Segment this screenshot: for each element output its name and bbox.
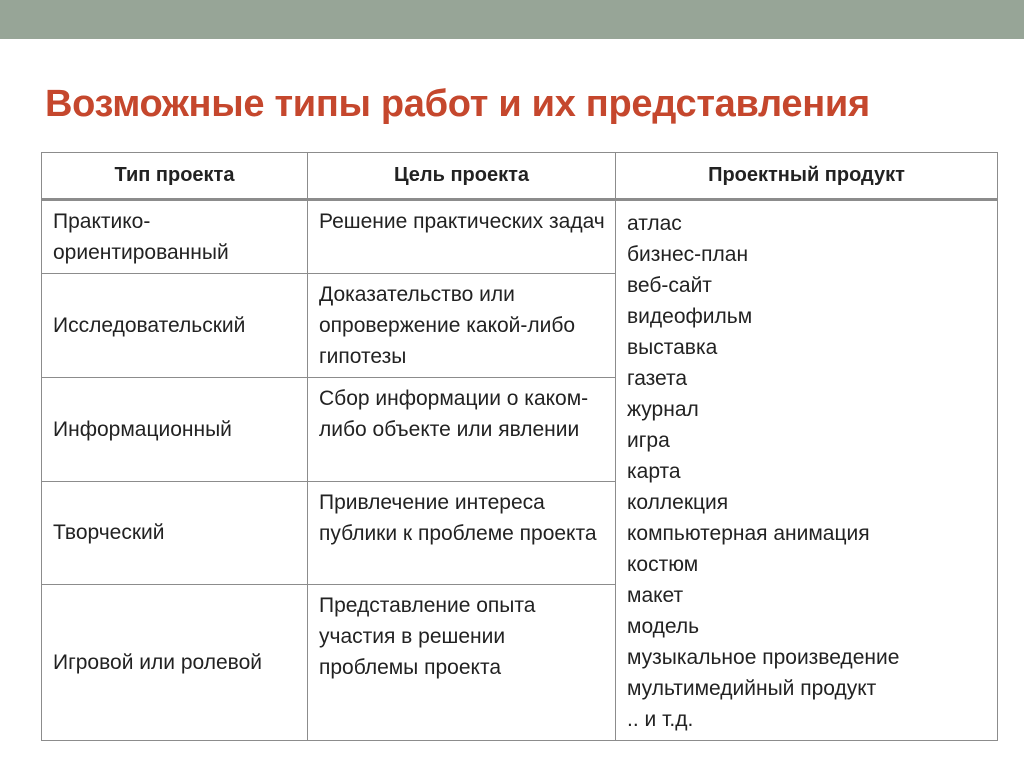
product-item: газета bbox=[627, 367, 688, 390]
product-item: модель bbox=[627, 615, 700, 638]
cell-project-type bbox=[42, 584, 308, 740]
cell-project-type bbox=[42, 274, 308, 378]
table-header-row bbox=[42, 153, 998, 200]
project-goal-text: Доказательство или опровержение какой-либо гипотезы bbox=[319, 283, 576, 369]
product-item: игра bbox=[627, 429, 670, 452]
product-item: атлас bbox=[627, 212, 682, 235]
product-item: компьютерная анимация bbox=[627, 522, 870, 545]
project-type-text: Исследовательский bbox=[53, 314, 246, 338]
cell-project-goal bbox=[308, 378, 616, 481]
project-types-table bbox=[41, 152, 998, 741]
product-item: .. и т.д. bbox=[627, 708, 694, 731]
project-type-text: Практико-ориентированный bbox=[53, 210, 229, 265]
cell-project-type bbox=[42, 481, 308, 584]
project-type-text: Творческий bbox=[53, 521, 165, 545]
product-item: костюм bbox=[627, 553, 699, 576]
cell-project-type bbox=[42, 200, 308, 274]
cell-project-type bbox=[42, 378, 308, 481]
project-goal-text: Решение практических задач bbox=[319, 210, 605, 233]
product-item: карта bbox=[627, 460, 681, 483]
product-item: мультимедийный продукт bbox=[627, 677, 877, 700]
project-goal-text: Привлечение интереса публики к проблеме проекта bbox=[319, 490, 597, 545]
product-item: выставка bbox=[627, 336, 718, 359]
table-row bbox=[42, 200, 998, 274]
product-item: бизнес-план bbox=[627, 243, 749, 266]
cell-project-goal bbox=[308, 481, 616, 584]
top-decorative-bar bbox=[0, 0, 1024, 39]
header-project-type: Тип проекта bbox=[42, 153, 308, 200]
cell-project-goal bbox=[308, 274, 616, 378]
project-type-text: Информационный bbox=[53, 417, 232, 441]
project-type-text: Игровой или ролевой bbox=[53, 650, 262, 674]
cell-project-products bbox=[616, 200, 998, 741]
cell-project-goal bbox=[308, 584, 616, 740]
cell-project-goal bbox=[308, 200, 616, 274]
slide-title: Возможные типы работ и их представления bbox=[45, 83, 870, 125]
project-goal-text: Сбор информации о каком-либо объекте или явлении bbox=[319, 387, 589, 442]
product-item: коллекция bbox=[627, 491, 729, 514]
project-goal-text: Представление опыта участия в решении проблемы проекта bbox=[319, 593, 536, 679]
product-item: музыкальное произведение bbox=[627, 646, 900, 669]
product-item: видеофильм bbox=[627, 305, 753, 328]
header-project-product: Проектный продукт bbox=[616, 153, 998, 200]
product-item: веб-сайт bbox=[627, 274, 712, 297]
header-project-goal: Цель проекта bbox=[308, 153, 616, 200]
product-item: журнал bbox=[627, 398, 699, 421]
product-item: макет bbox=[627, 584, 684, 607]
